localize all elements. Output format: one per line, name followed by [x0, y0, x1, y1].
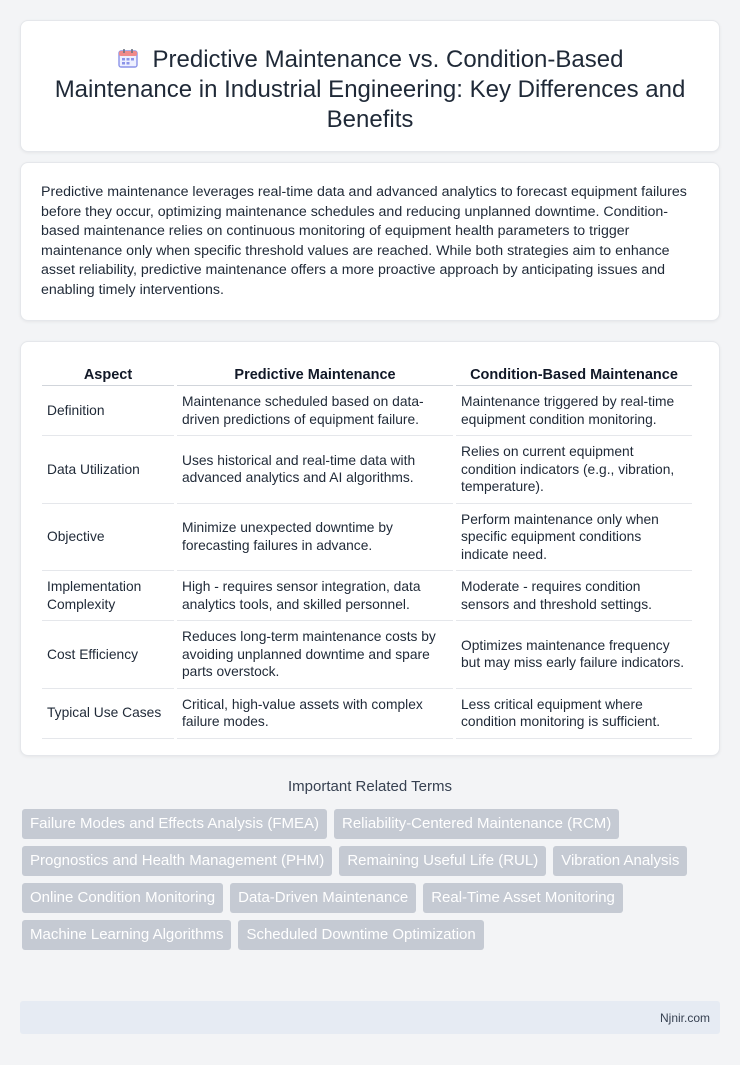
header-predictive: Predictive Maintenance: [177, 362, 453, 386]
cell-condition-based: Less critical equipment where condition monitoring is sufficient.: [456, 689, 692, 739]
table-header-row: [42, 362, 692, 386]
table-row: [42, 689, 692, 739]
cell-condition-based: Perform maintenance only when specific equipment conditions indicate need.: [456, 504, 692, 572]
title-card: [20, 20, 720, 152]
related-term-tag[interactable]: Vibration Analysis: [553, 846, 687, 876]
intro-paragraph: Predictive maintenance leverages real-time data and advanced analytics to forecast equipment failures before they occur, optimizing maintenance schedules and reducing unplanned downtime. Condition-based maintenance relies on continuous monitoring of equipment health parameters to trigger maintenance only when specific threshold values are reached. While both strategies aim to enhance asset reliability, predictive maintenance offers a more proactive approach by anticipating issues and enabling timely interventions.: [41, 184, 687, 298]
related-term-tag[interactable]: Data-Driven Maintenance: [230, 883, 416, 913]
related-term-tag[interactable]: Prognostics and Health Management (PHM): [22, 846, 332, 876]
related-term-tag[interactable]: Real-Time Asset Monitoring: [423, 883, 623, 913]
related-term-tag[interactable]: Scheduled Downtime Optimization: [238, 920, 483, 950]
table-row: [42, 571, 692, 621]
table-row: [42, 504, 692, 572]
footer: [20, 1001, 720, 1034]
cell-predictive: High - requires sensor integration, data analytics tools, and skilled personnel.: [177, 571, 453, 621]
cell-aspect: Typical Use Cases: [42, 689, 174, 739]
cell-predictive: Maintenance scheduled based on data-driven predictions of equipment failure.: [177, 386, 453, 436]
cell-predictive: Reduces long-term maintenance costs by avoiding unplanned downtime and spare parts overstock.: [177, 621, 453, 689]
table-row: [42, 386, 692, 436]
cell-aspect: Objective: [42, 504, 174, 572]
related-terms-list: [22, 809, 722, 950]
cell-condition-based: Optimizes maintenance frequency but may miss early failure indicators.: [456, 621, 692, 689]
related-term-tag[interactable]: Remaining Useful Life (RUL): [339, 846, 546, 876]
related-terms-heading: Important Related Terms: [288, 778, 452, 795]
cell-predictive: Uses historical and real-time data with advanced analytics and AI algorithms.: [177, 436, 453, 504]
table-row: [42, 621, 692, 689]
cell-aspect: Data Utilization: [42, 436, 174, 504]
related-term-tag[interactable]: Online Condition Monitoring: [22, 883, 223, 913]
header-condition-based: Condition-Based Maintenance: [456, 362, 692, 386]
cell-condition-based: Moderate - requires condition sensors and threshold settings.: [456, 571, 692, 621]
table-row: [42, 436, 692, 504]
intro-card: [20, 162, 720, 321]
comparison-table: [39, 362, 695, 739]
related-term-tag[interactable]: Machine Learning Algorithms: [22, 920, 231, 950]
comparison-table-card: [20, 341, 720, 756]
cell-aspect: Definition: [42, 386, 174, 436]
calendar-icon: [117, 47, 139, 69]
page-title-text: Predictive Maintenance vs. Condition-Based Maintenance in Industrial Engineering: Key Differences and Benefits: [54, 46, 686, 133]
page-title: [51, 45, 689, 135]
related-term-tag[interactable]: Reliability-Centered Maintenance (RCM): [334, 809, 619, 839]
cell-aspect: Cost Efficiency: [42, 621, 174, 689]
cell-condition-based: Maintenance triggered by real-time equipment condition monitoring.: [456, 386, 692, 436]
cell-condition-based: Relies on current equipment condition indicators (e.g., vibration, temperature).: [456, 436, 692, 504]
header-aspect: Aspect: [42, 362, 174, 386]
related-term-tag[interactable]: Failure Modes and Effects Analysis (FMEA): [22, 809, 327, 839]
footer-site-label[interactable]: Njnir.com: [659, 1011, 710, 1025]
cell-predictive: Minimize unexpected downtime by forecasting failures in advance.: [177, 504, 453, 572]
cell-predictive: Critical, high-value assets with complex failure modes.: [177, 689, 453, 739]
cell-aspect: Implementation Complexity: [42, 571, 174, 621]
